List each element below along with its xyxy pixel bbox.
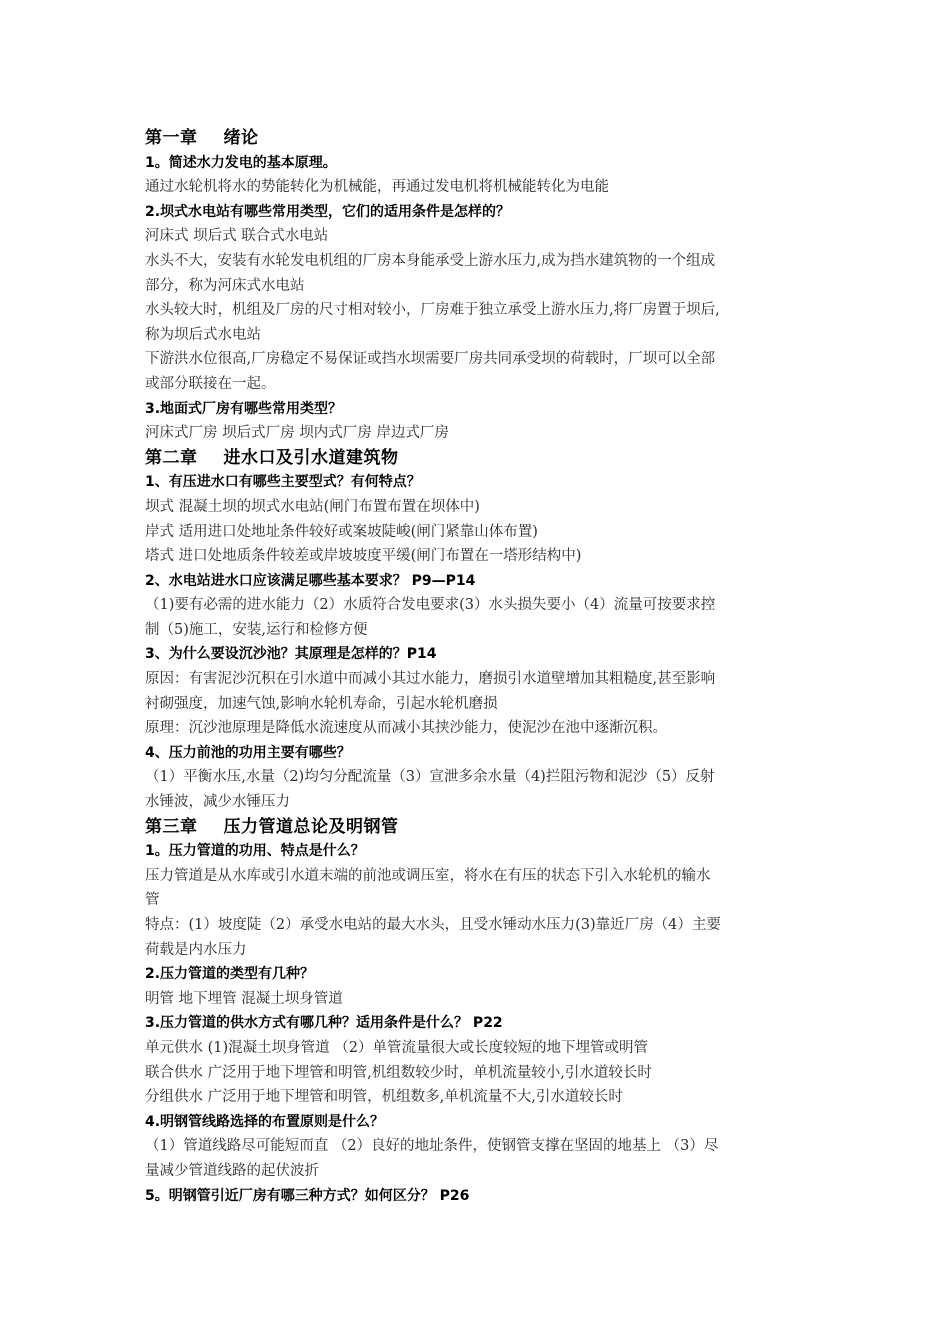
- chapter-3-heading: [145, 815, 815, 840]
- question: 1。压力管道的功用、特点是什么？: [145, 843, 365, 860]
- answer-line: 单元供水 (1)混凝土坝身管道 （2）单管流量很大或长度较短的地下埋管或明管: [145, 1039, 648, 1056]
- question: 1、有压进水口有哪些主要型式？有何特点？: [145, 474, 421, 491]
- chapter-2-heading: [145, 446, 815, 471]
- question: 3.地面式厂房有哪些常用类型？: [145, 400, 343, 417]
- answer-line: 分组供水 广泛用于地下埋管和明管，机组数多,单机流量不大,引水道较长时: [145, 1089, 623, 1106]
- answer-line: 河床式厂房 坝后式厂房 坝内式厂房 岸边式厂房: [145, 425, 449, 442]
- question: 1。简述水力发电的基本原理。: [145, 154, 337, 171]
- question: 4、压力前池的功用主要有哪些？: [145, 744, 351, 761]
- answer-line: 特点：(1）坡度陡（2）承受水电站的最大水头，且受水锤动水压力(3)靠近厂房（4）主要: [145, 917, 721, 933]
- answer-line: 称为坝后式水电站: [145, 326, 261, 343]
- answer-line: 原因：有害泥沙沉积在引水道中而减小其过水能力，磨损引水道壁增加其粗糙度,甚至影响: [145, 671, 716, 688]
- question: 2、水电站进水口应该满足哪些基本要求？ P9—P14: [145, 572, 476, 589]
- answer-line: 联合供水 广泛用于地下埋管和明管,机组数较少时，单机流量较小,引水道较长时: [145, 1064, 652, 1081]
- chapter-3-name: 压力管道总论及明钢管: [223, 816, 399, 837]
- answer-line: 管: [145, 892, 160, 909]
- chapter-3-number: 第三章: [145, 816, 198, 837]
- answer-line: 原理：沉沙池原理是降低水流速度从而减小其挟沙能力，使泥沙在池中逐渐沉积。: [145, 720, 667, 737]
- answer-line: 部分，称为河床式水电站: [145, 277, 305, 294]
- answer-line: 量减少管道线路的起伏波折: [145, 1162, 319, 1179]
- answer-line: 岸式 适用进口处地址条件较好或案坡陡峻(闸门紧靠山体布置): [145, 523, 538, 540]
- answer-line: 压力管道是从水库或引水道末端的前池或调压室，将水在有压的状态下引入水轮机的输水: [145, 867, 711, 884]
- answer-line: 衬砌强度，加速气蚀,影响水轮机寿命，引起水轮机磨损: [145, 695, 498, 712]
- answer-line: 或部分联接在一起。: [145, 375, 276, 392]
- answer-line: 塔式 进口处地质条件较差或岸坡坡度平缓(闸门布置在一塔形结构中): [145, 548, 582, 565]
- answer-line: 荷载是内水压力: [145, 941, 247, 958]
- document-page: [145, 126, 815, 1208]
- chapter-2-number: 第二章: [145, 447, 198, 468]
- question: 4.明钢管线路选择的布置原则是什么？: [145, 1113, 385, 1130]
- question: 5。明钢管引近厂房有哪三种方式？如何区分？ P26: [145, 1187, 470, 1204]
- answer-line: （1）管道线路尽可能短而直 （2）良好的地址条件，使钢管支撑在坚固的地基上 （3）尽: [145, 1138, 719, 1155]
- answer-line: 通过水轮机将水的势能转化为机械能，再通过发电机将机械能转化为电能: [145, 179, 609, 196]
- chapter-1-number: 第一章: [145, 128, 198, 148]
- answer-line: 水锤波，减少水锤压力: [145, 794, 290, 811]
- question: 2.坝式水电站有哪些常用类型，它们的适用条件是怎样的？: [145, 203, 511, 220]
- answer-line: 制（5)施工，安装,运行和检修方便: [145, 621, 368, 638]
- answer-line: （1)要有必需的进水能力（2）水质符合发电要求(3）水头损失要小（4）流量可按要求控: [145, 597, 716, 614]
- chapter-1-name: 绪论: [223, 128, 259, 148]
- answer-line: 明管 地下埋管 混凝土坝身管道: [145, 990, 343, 1007]
- answer-line: 水头不大，安装有水轮发电机组的厂房本身能承受上游水压力,成为挡水建筑物的一个组成: [145, 252, 716, 269]
- answer-line: （1）平衡水压,水量（2)均匀分配流量（3）宣泄多余水量（4)拦阻污物和泥沙（5）反射: [145, 769, 715, 786]
- question: 3.压力管道的供水方式有哪几种？适用条件是什么？ P22: [145, 1015, 503, 1032]
- chapter-1-heading: [145, 126, 815, 151]
- question: 2.压力管道的类型有几种？: [145, 966, 315, 983]
- answer-line: 坝式 混凝土坝的坝式水电站(闸门布置布置在坝体中): [145, 498, 480, 515]
- answer-line: 水头较大时，机组及厂房的尺寸相对较小，厂房难于独立承受上游水压力,将厂房置于坝后,: [145, 302, 720, 319]
- answer-line: 下游洪水位很高,厂房稳定不易保证或挡水坝需要厂房共同承受坝的荷载时，厂坝可以全部: [145, 351, 716, 368]
- answer-line: 河床式 坝后式 联合式水电站: [145, 228, 329, 245]
- question: 3、为什么要设沉沙池？其原理是怎样的？P14: [145, 646, 437, 663]
- chapter-2-name: 进水口及引水道建筑物: [223, 447, 399, 468]
